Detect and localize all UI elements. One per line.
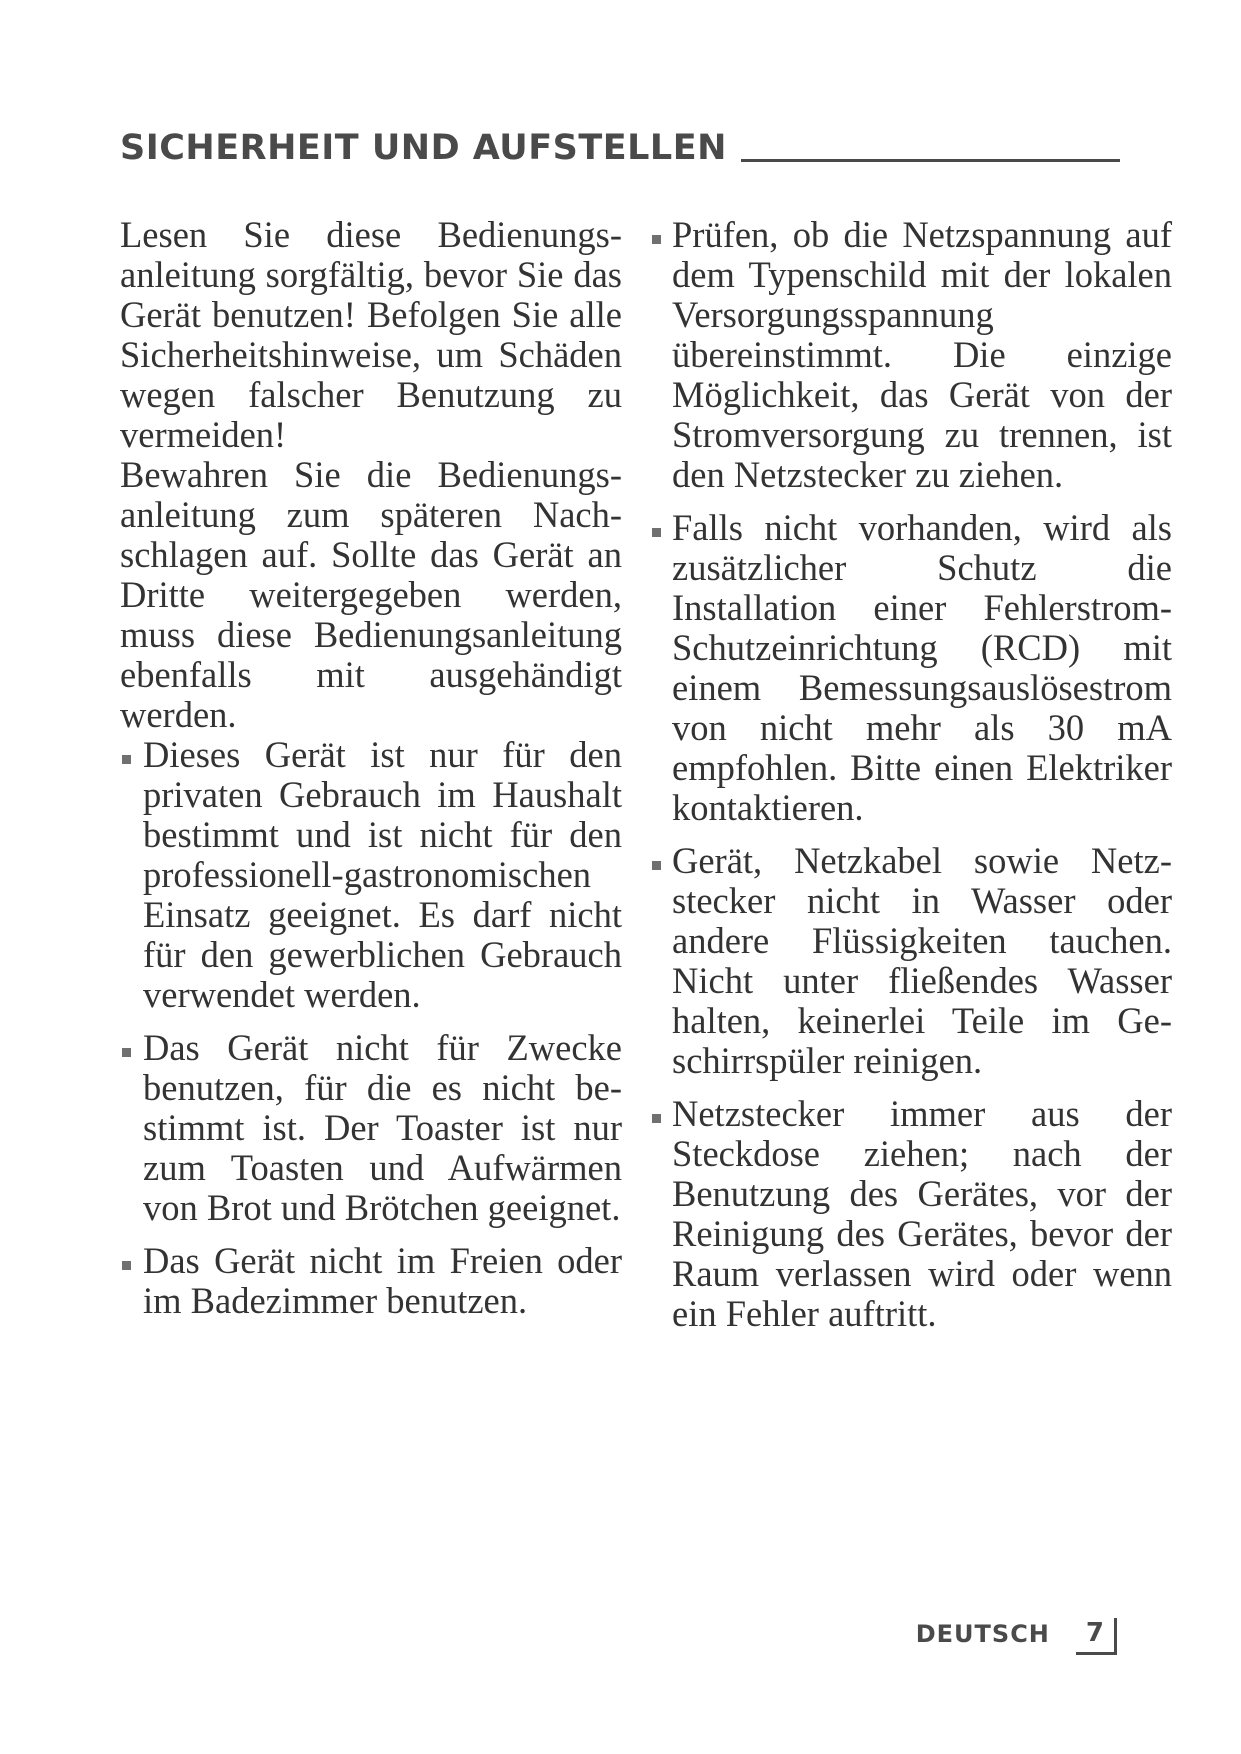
safety-bullet-intended-purpose: Das Gerät nicht für Zwecke benutzen, für die es nicht bestimmt ist. Der Toaster ist nur zum Toasten und Aufwärmen von Brot und Brötchen geeignet. xyxy=(120,1028,622,1228)
safety-bullet-private-use: Dieses Gerät ist nur für den privaten Gebrauch im Haushalt bestimmt und ist nicht für den professionell-gastronomischen Einsatz geeignet. Es darf nicht für den gewerblichen Gebrauch verwendet werden. xyxy=(120,735,622,1015)
intro-paragraph-2: Bewahren Sie die Bedienungsanleitung zum späteren Nachschlagen auf. Sollte das Gerät an Dritte weitergegeben werden, muss diese Bedienungsanleitung ebenfalls mit ausgehändigt werden. xyxy=(120,454,622,735)
right-column xyxy=(672,215,1172,1347)
left-column xyxy=(120,215,622,1321)
intro-paragraph-1: Lesen Sie diese Bedienungsanleitung sorgfältig, bevor Sie das Gerät benutzen! Befolgen Sie alle Sicherheitshinweise, um Schäden wegen falscher Benutzung zu vermeiden! xyxy=(120,214,622,455)
safety-bullet-unplug: Netzstecker immer aus der Steckdose ziehen; nach der Benutzung des Gerätes, vor der Reinigung des Gerätes, bevor der Raum verlassen wird oder wenn ein Fehler auftritt. xyxy=(672,1093,1172,1334)
section-title: SICHERHEIT UND AUFSTELLEN xyxy=(120,128,727,168)
page-footer xyxy=(916,1612,1117,1649)
header-rule xyxy=(741,159,1120,162)
section-header xyxy=(120,118,1120,168)
safety-bullet-rcd: Falls nicht vorhanden, wird als zusätzlicher Schutz die Installation einer Fehlerstrom-Schutzeinrichtung (RCD) mit einem Bemessungsauslösestrom von nicht mehr als 30 mA empfohlen. Bitte einen Elektriker kontaktieren. xyxy=(672,507,1172,828)
footer-language: DEUTSCH xyxy=(915,1620,1050,1648)
safety-bullet-outdoor-bathroom: Das Gerät nicht im Freien oder im Badezimmer benutzen. xyxy=(120,1241,622,1321)
safety-bullet-voltage-check: Prüfen, ob die Netzspannung auf dem Typenschild mit der lokalen Versorgungsspannung übereinstimmt. Die einzige Möglichkeit, das Gerät von der Stromversorgung zu trennen, ist den Netzstecker zu ziehen. xyxy=(672,214,1172,495)
page-number: 7 xyxy=(1076,1618,1117,1655)
safety-bullet-water: Gerät, Netzkabel sowie Netzstecker nicht in Wasser oder andere Flüssigkeiten tauchen. Nicht unter fließendes Wasser halten, keinerlei Teile im Geschirrspüler reinigen. xyxy=(672,840,1172,1081)
